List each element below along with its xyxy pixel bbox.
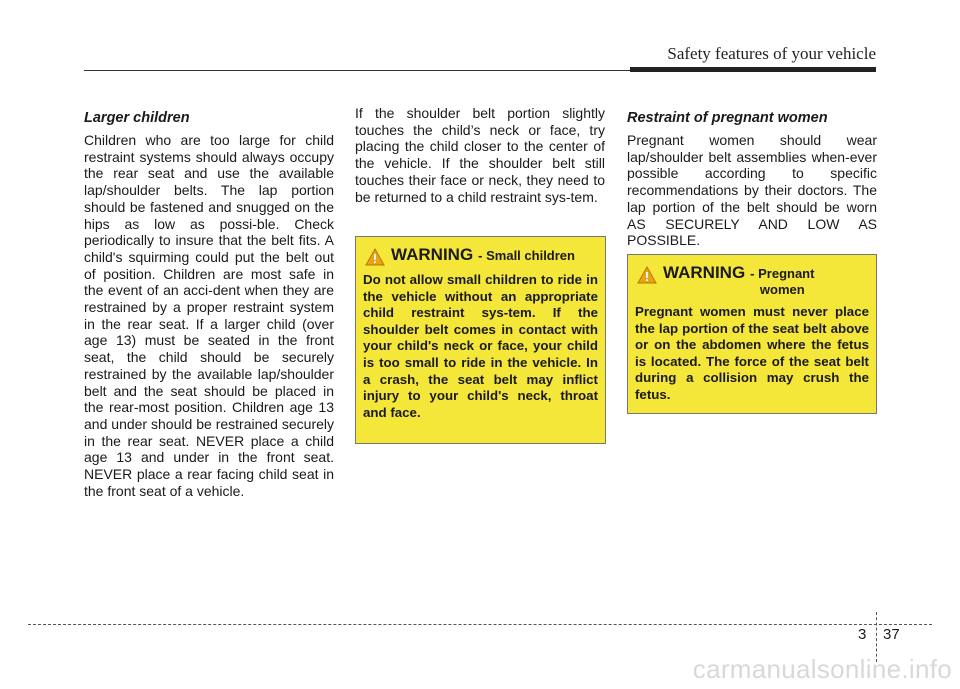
page-header-title: Safety features of your vehicle xyxy=(667,44,876,63)
page-number: 37 xyxy=(883,626,900,643)
section-heading-pregnant-women: Restraint of pregnant women xyxy=(627,110,828,126)
section-heading-larger-children: Larger children xyxy=(84,110,190,126)
warning-header xyxy=(635,263,869,298)
warning-text-small-children: Do not allow small children to ride in the vehicle without an appropriate child restraint sys-tem. If the shoulder belt comes in contact with your child's neck or face, your child is too small to ride in the vehicle. In a crash, the seat belt may inflict injury to your child's neck, throat and face. xyxy=(363,272,598,420)
watermark: carmanualsonline.info xyxy=(692,654,952,684)
warning-text-pregnant-women: Pregnant women must never place the lap portion of the seat belt above or on the abdomen where the fetus is located. The force of the seat belt during a collision may crush the fetus. xyxy=(635,304,869,402)
warning-label: WARNING xyxy=(391,245,474,264)
footer-rule xyxy=(28,624,932,625)
warning-triangle-icon xyxy=(365,248,385,266)
warning-label: WARNING xyxy=(663,263,746,282)
header-rule-accent xyxy=(630,67,876,72)
warning-triangle-icon xyxy=(637,266,657,284)
chapter-number: 3 xyxy=(858,626,867,643)
column-shoulder-belt xyxy=(355,105,605,205)
warning-subtitle-line1: - Pregnant xyxy=(750,266,815,281)
warning-box-small-children xyxy=(355,236,606,444)
warning-subtitle xyxy=(750,263,814,298)
warning-subtitle: - Small children xyxy=(478,248,575,263)
paragraph-shoulder-belt: If the shoulder belt portion slightly touches the child’s neck or face, try placing the child closer to the center of the vehicle. If the shoulder belt still touches their face or neck, they need to be returned to a child restraint sys-tem. xyxy=(355,105,605,205)
paragraph-pregnant-women: Pregnant women should wear lap/shoulder belt assemblies when-ever possible according to specific recommendations by their doctors. The lap portion of the belt should be worn AS SECURELY AND LOW AS POSSIBLE. xyxy=(627,132,877,249)
paragraph-larger-children: Children who are too large for child restraint systems should always occupy the rear seat and use the available lap/shoulder belts. The lap portion should be fastened and snugged on the hips as low as possi-ble. Check periodically to insure that the belt fits. A child's squirming could put the belt out of position. Children are most safe in the event of an acci-dent when they are restrained by a proper restraint system in the rear seat. If a larger child (over age 13) must be seated in the front seat, the child should be securely restrained by the available lap/shoulder belt and the seat should be placed in the rear-most position. Children age 13 and under should be restrained securely in the rear seat. NEVER place a child age 13 and under in the front seat. NEVER place a rear facing child seat in the front seat of a vehicle. xyxy=(84,132,334,499)
warning-header xyxy=(363,245,598,266)
column-pregnant-women xyxy=(627,110,877,249)
column-larger-children xyxy=(84,110,334,499)
warning-subtitle-line2: women xyxy=(759,282,805,297)
warning-box-pregnant-women xyxy=(627,254,877,414)
